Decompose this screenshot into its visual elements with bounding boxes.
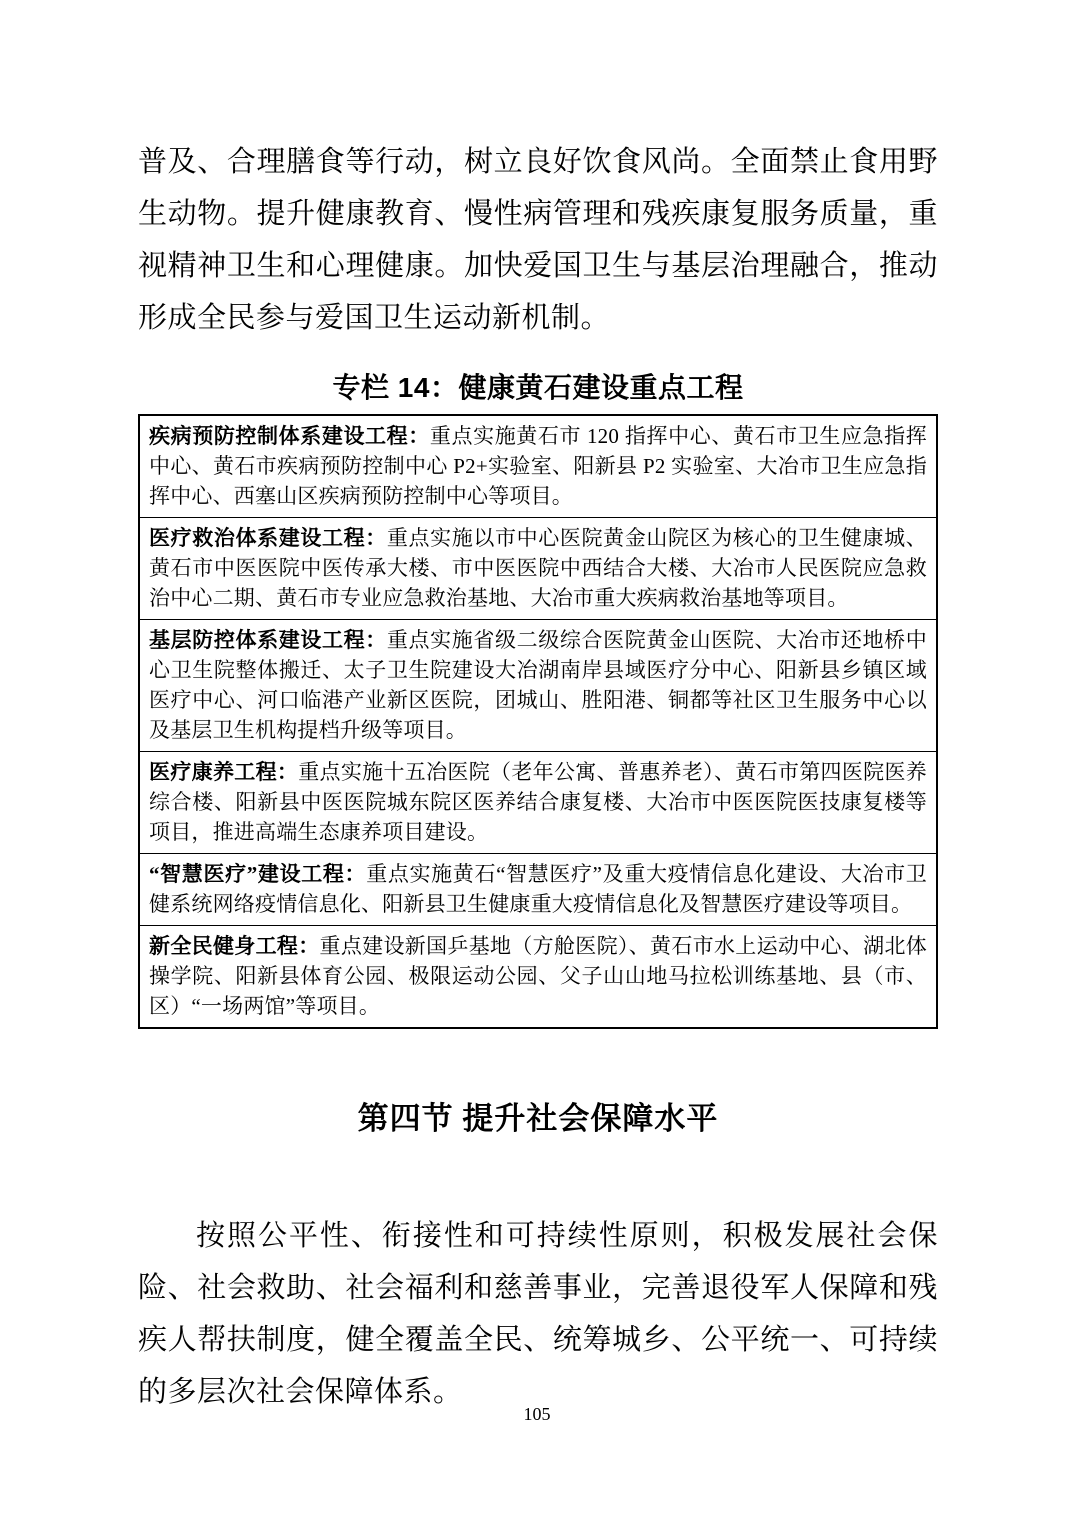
project-label: 疾病预防控制体系建设工程： (149, 424, 430, 448)
project-text: 重点实施黄石市 120 指挥中心、黄石市卫生应急指挥中心、黄石市疾病预防控制中心 P2+实验室、阳新县 P2 实验室、大冶市卫生应急指挥中心、西塞山区疾病预防控制中心等项目。 (149, 424, 927, 508)
project-text: 重点实施省级二级综合医院黄金山医院、大冶市还地桥中心卫生院整体搬迁、太子卫生院建设大冶湖南岸县域医疗分中心、阳新县乡镇区域医疗中心、河口临港产业新区医院，团城山、胜阳港、铜都等社区卫生服务中心以及基层卫生机构提档升级等项目。 (149, 628, 928, 742)
box-title: 专栏 14：健康黄石建设重点工程 (332, 372, 744, 403)
project-label: 基层防控体系建设工程： (149, 628, 387, 652)
project-text: 重点实施十五冶医院（老年公寓、普惠养老）、黄石市第四医院医养综合楼、阳新县中医医院城东院区医养结合康复楼、大冶市中医医院医技康复楼等项目，推进高端生态康养项目建设。 (149, 760, 927, 844)
page-content (138, 0, 938, 1520)
box-row (140, 416, 936, 518)
project-label: “智慧医疗”建设工程： (149, 862, 367, 886)
box-row (140, 926, 936, 1027)
section-heading: 第四节 提升社会保障水平 (357, 1101, 719, 1136)
project-box (138, 414, 938, 1029)
project-text: 重点建设新国乒基地（方舱医院）、黄石市水上运动中心、湖北体操学院、阳新县体育公园、极限运动公园、父子山山地马拉松训练基地、县（市、区）“一场两馆”等项目。 (149, 934, 927, 1018)
page-number: 105 (523, 1404, 551, 1424)
box-row (140, 620, 936, 752)
project-label: 医疗康养工程： (149, 760, 299, 784)
paragraph-section-body: 按照公平性、衔接性和可持续性原则，积极发展社会保险、社会救助、社会福利和慈善事业，完善退役军人保障和残疾人帮扶制度，健全覆盖全民、统筹城乡、公平统一、可持续的多层次社会保障体系。 (138, 1220, 938, 1408)
paragraph-continuation: 普及、合理膳食等行动，树立良好饮食风尚。全面禁止食用野生动物。提升健康教育、慢性病管理和残疾康复服务质量，重视精神卫生和心理健康。加快爱国卫生与基层治理融合，推动形成全民参与爱国卫生运动新机制。 (138, 146, 938, 334)
project-text: 重点实施以市中心医院黄金山院区为核心的卫生健康城、黄石市中医医院中医传承大楼、市中医医院中西结合大楼、大冶市人民医院应急救治中心二期、黄石市专业应急救治基地、大冶市重大疾病救治基地等项目。 (149, 526, 928, 610)
box-row (140, 854, 936, 926)
project-label: 医疗救治体系建设工程： (149, 526, 387, 550)
box-row (140, 518, 936, 620)
box-row (140, 752, 936, 854)
project-text: 重点实施黄石“智慧医疗”及重大疫情信息化建设、大冶市卫健系统网络疫情信息化、阳新县卫生健康重大疫情信息化及智慧医疗建设等项目。 (149, 862, 927, 916)
project-label: 新全民健身工程： (149, 934, 320, 958)
